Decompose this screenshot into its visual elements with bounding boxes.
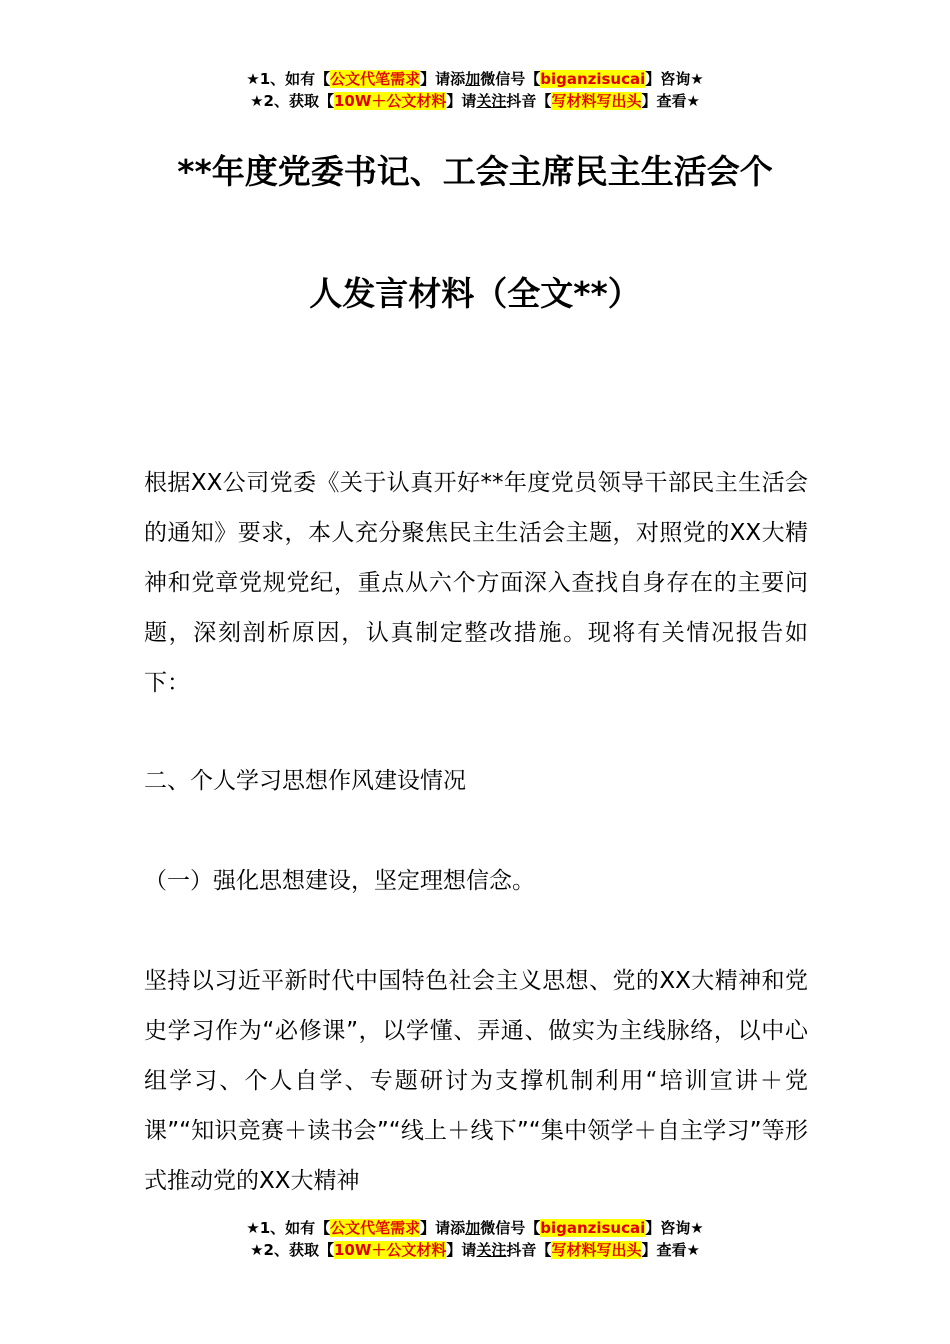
promo-text: 】咨询★ xyxy=(645,1219,704,1237)
promo-text: 】请 xyxy=(446,92,477,110)
promo-text: ★2、获取【 xyxy=(250,92,334,110)
promo-text: 抖音【 xyxy=(506,92,552,110)
promo-highlight: biganzisucai xyxy=(540,70,646,88)
document-title-line-1: **年度党委书记、工会主席民主生活会个 xyxy=(177,152,773,191)
body-paragraph: 坚持以习近平新时代中国特色社会主义思想、党的XX大精神和党史学习作为“必修课”，以学懂、弄通、做实为主线脉络，以中心组学习、个人自学、专题研讨为支撑机制利用“培训宣讲＋党课”“知识竞赛＋读书会”“线上＋线下”“集中领学＋自主学习”等形式推动党的XX大精神 xyxy=(144,968,808,1194)
promo-text: ★1、如有【 xyxy=(246,70,331,88)
promo-text: ★2、获取【 xyxy=(250,1241,334,1259)
intro-paragraph: 根据XX公司党委《关于认真开好**年度党员领导干部民主生活会的通知》要求，本人充分聚焦民主生活会主题，对照党的XX大精神和党章党规党纪，重点从六个方面深入查找自身存在的主要问题，深刻剖析原因，认真制定整改措施。现将有关情况报告如下： xyxy=(144,470,808,696)
section-heading: 二、个人学习思想作风建设情况 xyxy=(144,768,466,794)
promo-underlined: 关注 xyxy=(476,92,507,110)
promo-banner-top xyxy=(0,68,950,112)
promo-highlight: 10W＋公文材料 xyxy=(333,1241,447,1259)
promo-text: 】请添 xyxy=(420,70,466,88)
promo-banner-bottom xyxy=(0,1217,950,1261)
promo-text: 微信号【 xyxy=(480,1219,541,1237)
promo-text: 】咨询★ xyxy=(645,70,704,88)
promo-text: 】查看★ xyxy=(641,92,700,110)
promo-line-2 xyxy=(0,90,950,112)
promo-highlight: biganzisucai xyxy=(540,1219,646,1237)
promo-text: 】请 xyxy=(446,1241,477,1259)
promo-highlight: 10W＋公文材料 xyxy=(333,92,447,110)
promo-underlined: 关注 xyxy=(476,1241,507,1259)
promo-text: ★1、如有【 xyxy=(246,1219,331,1237)
promo-line-1 xyxy=(0,68,950,90)
promo-line-1 xyxy=(0,1217,950,1239)
promo-text: 抖音【 xyxy=(506,1241,552,1259)
promo-text: 】查看★ xyxy=(641,1241,700,1259)
document-title-line-2: 人发言材料（全文**） xyxy=(309,274,641,313)
promo-highlight: 写材料写出头 xyxy=(551,92,642,110)
promo-highlight: 公文代笔需求 xyxy=(330,1219,421,1237)
promo-highlight: 公文代笔需求 xyxy=(330,70,421,88)
promo-underlined: 加 xyxy=(465,70,481,88)
promo-line-2 xyxy=(0,1239,950,1261)
subsection-heading: （一）强化思想建设，坚定理想信念。 xyxy=(144,868,535,894)
promo-text: 】请添 xyxy=(420,1219,466,1237)
promo-text: 微信号【 xyxy=(480,70,541,88)
promo-highlight: 写材料写出头 xyxy=(551,1241,642,1259)
promo-underlined: 加 xyxy=(465,1219,481,1237)
